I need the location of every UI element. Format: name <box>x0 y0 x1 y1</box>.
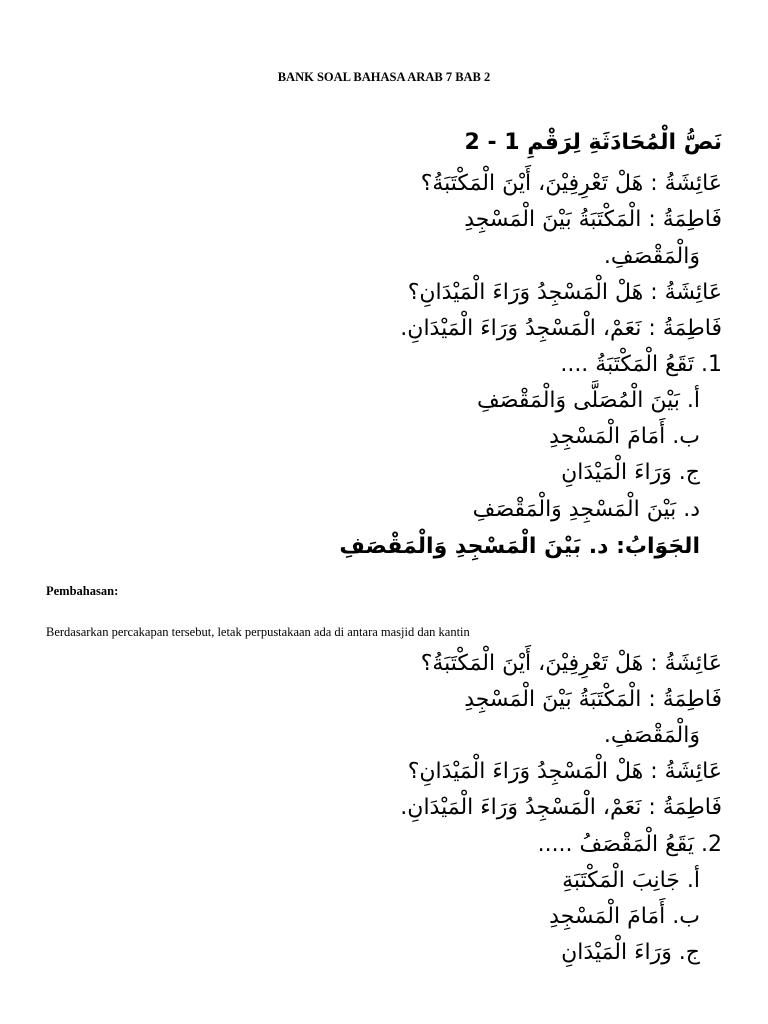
pembahasan-text: Berdasarkan percakapan tersebut, letak perpustakaan ada di antara masjid dan kantin <box>46 625 470 639</box>
dialog-line-aisyah-1: عَائِشَةُ : هَلْ تَعْرِفِيْنَ، أَيْنَ الْمَكْتَبَةُ؟ <box>420 171 722 196</box>
question-1-option-c: ج. وَرَاءَ الْمَيْدَانِ <box>561 460 700 485</box>
question-2-option-a: أ. جَانِبَ الْمَكْتَبَةِ <box>562 868 700 893</box>
pembahasan-heading: Pembahasan: <box>46 584 119 598</box>
document-title: BANK SOAL BAHASA ARAB 7 BAB 2 <box>277 70 491 84</box>
dialog-heading: نَصُّ الْمُحَادَثَةِ لِرَقْمِ 1 - 2 <box>464 130 722 155</box>
dialog-line-aisyah-2: عَائِشَةُ : هَلْ الْمَسْجِدُ وَرَاءَ الْمَيْدَانِ؟ <box>407 280 722 305</box>
question-1: 1. تَقَعُ الْمَكْتَبَةُ .... <box>560 352 722 377</box>
question-1-option-b: ب. أَمَامَ الْمَسْجِدِ <box>549 424 700 449</box>
dialog2-line-aisyah-2: عَائِشَةُ : هَلْ الْمَسْجِدُ وَرَاءَ الْمَيْدَانِ؟ <box>407 759 722 784</box>
question-1-answer: الجَوَابُ: د. بَيْنَ الْمَسْجِدِ وَالْمَقْصَفِ <box>339 534 700 559</box>
dialog2-line-fatimah-1: فَاطِمَةُ : الْمَكْتَبَةُ بَيْنَ الْمَسْجِدِ <box>464 687 722 712</box>
question-1-option-d: د. بَيْنَ الْمَسْجِدِ وَالْمَقْصَفِ <box>472 497 700 522</box>
dialog-line-fatimah-1: فَاطِمَةُ : الْمَكْتَبَةُ بَيْنَ الْمَسْجِدِ <box>464 207 722 232</box>
dialog-line-fatimah-1-cont: وَالْمَقْصَفِ. <box>603 244 700 269</box>
dialog2-line-fatimah-2: فَاطِمَةُ : نَعَمْ، الْمَسْجِدُ وَرَاءَ الْمَيْدَانِ. <box>400 795 722 820</box>
question-2: 2. يَقَعُ الْمَقْصَفُ ..... <box>537 832 722 857</box>
question-2-option-b: ب. أَمَامَ الْمَسْجِدِ <box>549 904 700 929</box>
dialog-line-fatimah-2: فَاطِمَةُ : نَعَمْ، الْمَسْجِدُ وَرَاءَ الْمَيْدَانِ. <box>400 316 722 341</box>
dialog2-line-aisyah-1: عَائِشَةُ : هَلْ تَعْرِفِيْنَ، أَيْنَ الْمَكْتَبَةُ؟ <box>420 651 722 676</box>
question-1-option-a: أ. بَيْنَ الْمُصَلَّى وَالْمَقْصَفِ <box>477 388 700 413</box>
question-2-option-c: ج. وَرَاءَ الْمَيْدَانِ <box>561 940 700 965</box>
dialog2-line-fatimah-1-cont: وَالْمَقْصَفِ. <box>603 723 700 748</box>
